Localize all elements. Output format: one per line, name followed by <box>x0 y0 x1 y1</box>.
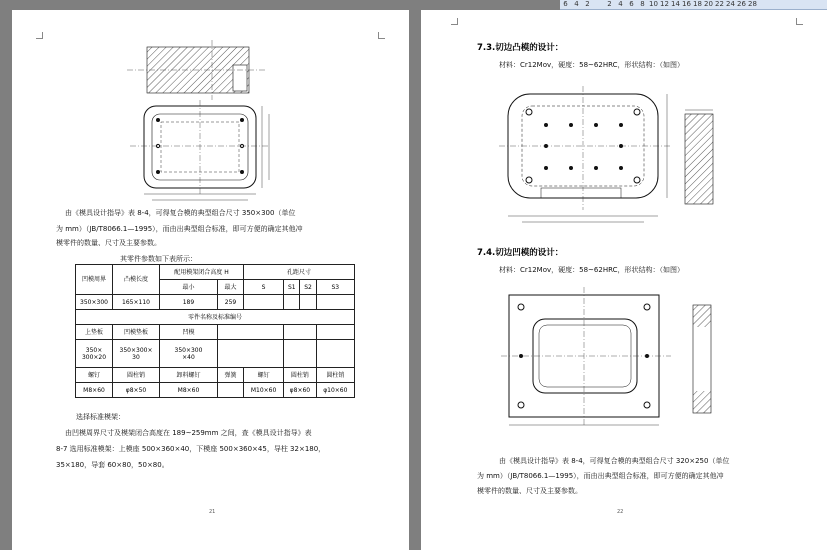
die-drawing-right <box>421 285 827 435</box>
paragraph-line: 模零件的数量、尺寸及主要参数。 <box>477 487 582 495</box>
table-cell <box>284 325 316 340</box>
ruler-mark: 4 <box>618 0 623 8</box>
horizontal-ruler[interactable] <box>560 0 827 10</box>
table-cell: S2 <box>300 280 316 295</box>
ruler-mark: 16 <box>682 0 691 8</box>
select-label: 选择标准模架： <box>76 413 125 421</box>
table-cell: φ10×60 <box>316 383 354 398</box>
document-page-right <box>421 10 827 550</box>
table-cell: 189 <box>160 295 218 310</box>
table-cell: 零件名称及标准编号 <box>76 310 355 325</box>
table-cell <box>316 295 354 310</box>
ruler-mark: 20 <box>704 0 713 8</box>
page-number: 21 <box>209 509 216 515</box>
table-cell: φ8×50 <box>113 383 160 398</box>
ruler-mark: 18 <box>693 0 702 8</box>
parameter-table <box>75 264 355 398</box>
page-number: 22 <box>617 509 624 515</box>
ruler-mark: 24 <box>726 0 735 8</box>
section-heading: 7.3.切边凸模的设计： <box>477 43 564 53</box>
paragraph-line: 模零件的数量、尺寸及主要参数。 <box>56 239 161 247</box>
table-cell: 最小 <box>160 280 218 295</box>
ruler-mark: 10 <box>649 0 658 8</box>
table-cell: S1 <box>284 280 300 295</box>
table-cell: 配用模架闭合高度 H <box>160 265 244 280</box>
table-cell: 螺钉 <box>76 368 113 383</box>
table-cell: 凹模周界 <box>76 265 113 295</box>
paragraph-line: 由《模具设计指导》表 8-4，可得复合模的典型组合尺寸 320×250（单位 <box>499 457 730 465</box>
table-cell: 孔距尺寸 <box>244 265 355 280</box>
table-cell: 165×110 <box>113 295 160 310</box>
table-cell: 凹模垫板 <box>113 325 160 340</box>
table-cell <box>217 340 283 368</box>
paragraph-line: 8-7 选用标准模架：上模座 500×360×40，下模座 500×360×45，导柱 32×180， <box>56 445 326 453</box>
table-cell: 卸料螺钉 <box>160 368 218 383</box>
table-cell <box>217 325 283 340</box>
table-cell <box>284 295 300 310</box>
table-cell <box>300 295 316 310</box>
table-cell: 弹簧 <box>217 368 243 383</box>
crop-mark <box>796 18 803 25</box>
table-cell: 螺钉 <box>244 368 284 383</box>
paragraph-line: 35×180，导套 60×80，50×80。 <box>56 461 169 469</box>
material-spec: 材料：Cr12Mov，硬度：58~62HRC，形状结构：（如图） <box>499 266 684 274</box>
ruler-mark: 2 <box>607 0 612 8</box>
table-cell <box>244 295 284 310</box>
table-cell: 圆柱销 <box>316 368 354 383</box>
paragraph-line: 由凹模周界尺寸及模架闭合高度在 189~259mm 之间，查《模具设计指导》表 <box>65 429 312 437</box>
table-cell: M8×60 <box>160 383 218 398</box>
ruler-mark: 26 <box>737 0 746 8</box>
paragraph-line: 由《模具设计指导》表 8-4，可得复合模的典型组合尺寸 350×300（单位 <box>65 209 296 217</box>
section-heading: 7.4.切边凹模的设计： <box>477 248 564 258</box>
table-cell: S3 <box>316 280 354 295</box>
material-spec: 材料：Cr12Mov，硬度：58~62HRC，形状结构：（如图） <box>499 61 684 69</box>
ruler-mark: 22 <box>715 0 724 8</box>
table-cell <box>316 340 354 368</box>
ruler-mark: 14 <box>671 0 680 8</box>
table-cell <box>217 383 243 398</box>
table-cell: 上垫板 <box>76 325 113 340</box>
table-cell: 259 <box>217 295 243 310</box>
table-cell: 圆柱销 <box>113 368 160 383</box>
ruler-mark: 6 <box>629 0 634 8</box>
ruler-mark: 2 <box>585 0 590 8</box>
table-cell: 最大 <box>217 280 243 295</box>
ruler-mark: 6 <box>563 0 568 8</box>
paragraph-line: 为 mm）（JB/T8066.1—1995），而由出典型组合标准，即可方便的确定其他冲 <box>56 225 303 233</box>
table-cell: 凸模长度 <box>113 265 160 295</box>
paragraph-line: 为 mm）（JB/T8066.1—1995），而由出典型组合标准，即可方便的确定其他冲 <box>477 472 724 480</box>
table-cell <box>316 325 354 340</box>
ruler-mark: 8 <box>640 0 645 8</box>
table-intro: 其零件参数如下表所示： <box>120 255 197 263</box>
crop-mark <box>451 18 458 25</box>
table-cell: 350×300 <box>76 295 113 310</box>
ruler-mark: 28 <box>748 0 757 8</box>
table-cell: 圆柱销 <box>284 368 316 383</box>
table-cell: S <box>244 280 284 295</box>
ruler-mark: 4 <box>574 0 579 8</box>
ruler-mark: 12 <box>660 0 669 8</box>
table-cell: M10×60 <box>244 383 284 398</box>
table-cell: 凹模 <box>160 325 218 340</box>
table-cell: M8×60 <box>76 383 113 398</box>
table-cell: 350×300 ×40 <box>160 340 218 368</box>
table-cell: φ8×60 <box>284 383 316 398</box>
document-page-left <box>12 10 409 550</box>
punch-drawing <box>421 80 827 230</box>
table-cell <box>284 340 316 368</box>
table-cell: 350× 300×20 <box>76 340 113 368</box>
table-cell: 350×300× 30 <box>113 340 160 368</box>
die-drawing-left <box>12 10 409 210</box>
